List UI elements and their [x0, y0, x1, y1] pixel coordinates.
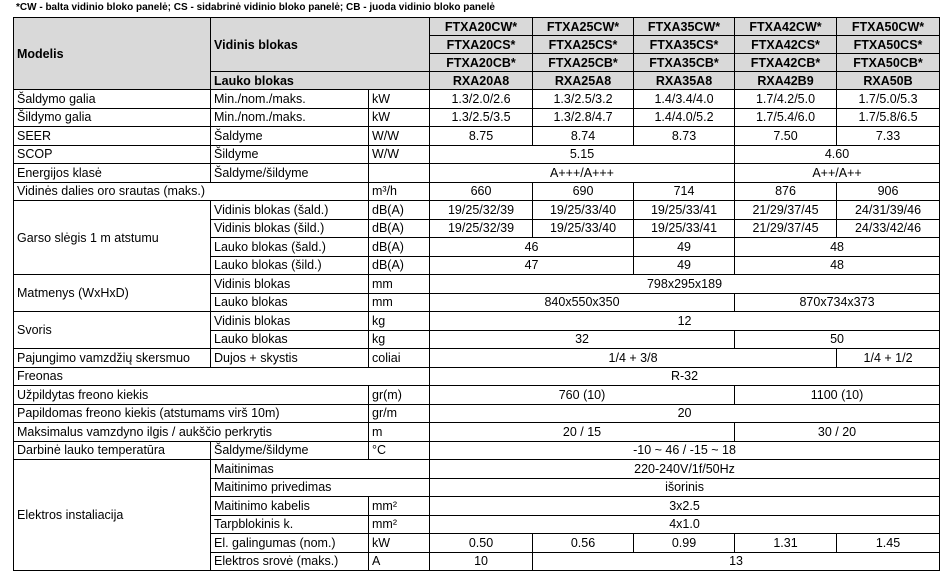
value-cell: 19/25/33/41 [634, 219, 735, 238]
model-cb-cell: FTXA35CB* [634, 54, 735, 72]
row-unit: kW [369, 108, 430, 127]
value-cell: 12 [430, 312, 940, 331]
row-label: Svoris [14, 312, 211, 349]
value-cell: 1.3/2.8/4.7 [533, 108, 634, 127]
outdoor-model-cell: RXA42B9 [735, 72, 837, 90]
row-label: Energijos klasė [14, 164, 211, 183]
row-label: Papildomas freono kiekis (atstumams virš 10m) [14, 404, 369, 423]
value-cell: 20 / 15 [430, 423, 735, 442]
value-cell: 798x295x189 [430, 275, 940, 294]
row-unit: mm² [369, 497, 430, 516]
value-cell: 19/25/33/40 [533, 201, 634, 220]
row-sublabel: Lauko blokas (šald.) [211, 238, 369, 257]
model-cs-cell: FTXA20CS* [430, 36, 533, 54]
row-airflow [14, 182, 940, 201]
row-unit: kg [369, 330, 430, 349]
value-cell: A++/A++ [735, 164, 940, 183]
value-cell: 21/29/37/45 [735, 219, 837, 238]
value-cell: 46 [430, 238, 634, 257]
panel-color-note: *CW - balta vidinio bloko panelė; CS - sidabrinė vidinio bloko panelė; CB - juoda vidinio bloko panelė [16, 2, 495, 13]
value-cell: 8.75 [430, 127, 533, 146]
row-unit: dB(A) [369, 238, 430, 257]
value-cell: 1100 (10) [735, 386, 940, 405]
indoor-unit-label: Vidinis blokas [211, 18, 430, 72]
model-label: Modelis [14, 18, 211, 90]
row-unit: kW [369, 534, 430, 553]
row-label: Matmenys (WxHxD) [14, 275, 211, 312]
value-cell: 876 [735, 182, 837, 201]
row-unit: coliai [369, 349, 430, 368]
row-noise-indoor-cool [14, 201, 940, 220]
value-cell: 220-240V/1f/50Hz [430, 460, 940, 479]
row-additional-charge [14, 404, 940, 423]
row-cooling-capacity [14, 90, 940, 109]
value-cell: 1/4 + 1/2 [837, 349, 940, 368]
row-sublabel: Min./nom./maks. [211, 90, 369, 109]
value-cell: -10 ~ 46 / -15 ~ 18 [430, 441, 940, 460]
spec-table [13, 17, 940, 571]
row-max-pipe-length [14, 423, 940, 442]
row-label: Garso slėgis 1 m atstumu [14, 201, 211, 275]
value-cell: 7.50 [735, 127, 837, 146]
row-sublabel: Tarpblokinis k. [211, 515, 369, 534]
value-cell: 19/25/32/39 [430, 201, 533, 220]
value-cell: 24/33/42/46 [837, 219, 940, 238]
row-sublabel: Šaldyme [211, 127, 369, 146]
row-unit: gr(m) [369, 386, 430, 405]
model-cs-cell: FTXA35CS* [634, 36, 735, 54]
row-sublabel: Šaldyme/šildyme [211, 441, 369, 460]
model-cs-cell: FTXA42CS* [735, 36, 837, 54]
value-cell: išorinis [430, 478, 940, 497]
row-unit: mm² [369, 515, 430, 534]
model-cb-cell: FTXA50CB* [837, 54, 940, 72]
row-refrigerant-charge [14, 386, 940, 405]
row-sublabel: Maitinimas [211, 460, 430, 479]
value-cell: 1.7/5.4/6.0 [735, 108, 837, 127]
model-cw-cell: FTXA25CW* [533, 18, 634, 36]
row-unit: dB(A) [369, 256, 430, 275]
row-sublabel: Šaldyme/šildyme [211, 164, 369, 183]
value-cell: 19/25/33/40 [533, 219, 634, 238]
row-seer [14, 127, 940, 146]
value-cell: 5.15 [430, 145, 735, 164]
value-cell: 48 [735, 238, 940, 257]
row-unit: A [369, 552, 430, 571]
value-cell: 1.31 [735, 534, 837, 553]
row-scop [14, 145, 940, 164]
row-operating-temp [14, 441, 940, 460]
row-unit: mm [369, 275, 430, 294]
row-sublabel: Elektros srovė (maks.) [211, 552, 369, 571]
value-cell: R-32 [430, 367, 940, 386]
model-cw-cell: FTXA20CW* [430, 18, 533, 36]
row-sublabel: Vidinis blokas (šald.) [211, 201, 369, 220]
row-power-supply [14, 460, 940, 479]
value-cell: 1.7/5.8/6.5 [837, 108, 940, 127]
value-cell: 4x1.0 [430, 515, 940, 534]
value-cell: 3x2.5 [430, 497, 940, 516]
row-sublabel: Lauko blokas [211, 330, 369, 349]
value-cell: 714 [634, 182, 735, 201]
row-unit: dB(A) [369, 201, 430, 220]
value-cell: 8.74 [533, 127, 634, 146]
value-cell: 21/29/37/45 [735, 201, 837, 220]
row-label: Elektros instaliacija [14, 460, 211, 571]
row-label: Šaldymo galia [14, 90, 211, 109]
row-label: Freonas [14, 367, 430, 386]
row-heating-capacity [14, 108, 940, 127]
row-unit: W/W [369, 127, 430, 146]
row-unit: °C [369, 441, 430, 460]
value-cell: 660 [430, 182, 533, 201]
row-unit: mm [369, 293, 430, 312]
value-cell: 1.3/2.5/3.5 [430, 108, 533, 127]
value-cell: 906 [837, 182, 940, 201]
value-cell: 1.3/2.0/2.6 [430, 90, 533, 109]
value-cell: 7.33 [837, 127, 940, 146]
outdoor-model-cell: RXA25A8 [533, 72, 634, 90]
value-cell: 760 (10) [430, 386, 735, 405]
value-cell: 4.60 [735, 145, 940, 164]
value-cell: 47 [430, 256, 634, 275]
value-cell: 50 [735, 330, 940, 349]
model-cb-cell: FTXA20CB* [430, 54, 533, 72]
row-label: Užpildytas freono kiekis [14, 386, 369, 405]
row-sublabel: Lauko blokas [211, 293, 369, 312]
outdoor-model-cell: RXA50B [837, 72, 940, 90]
row-sublabel: Maitinimo privedimas [211, 478, 430, 497]
value-cell: 8.73 [634, 127, 735, 146]
value-cell: 48 [735, 256, 940, 275]
row-unit: dB(A) [369, 219, 430, 238]
model-cs-cell: FTXA25CS* [533, 36, 634, 54]
value-cell: 1/4 + 3/8 [430, 349, 837, 368]
value-cell: 1.4/4.0/5.2 [634, 108, 735, 127]
value-cell: 0.99 [634, 534, 735, 553]
row-label: Vidinės dalies oro srautas (maks.) [14, 182, 369, 201]
row-label: Maksimalus vamzdyno ilgis / aukščio perkrytis [14, 423, 369, 442]
outdoor-model-cell: RXA35A8 [634, 72, 735, 90]
value-cell: 870x734x373 [735, 293, 940, 312]
value-cell: 24/31/39/46 [837, 201, 940, 220]
row-sublabel: Lauko blokas (šild.) [211, 256, 369, 275]
row-unit [369, 164, 430, 183]
row-label: Šildymo galia [14, 108, 211, 127]
value-cell: 49 [634, 238, 735, 257]
row-sublabel: Min./nom./maks. [211, 108, 369, 127]
row-energy-class [14, 164, 940, 183]
value-cell: 19/25/32/39 [430, 219, 533, 238]
row-unit: W/W [369, 145, 430, 164]
row-sublabel: Vidinis blokas [211, 312, 369, 331]
model-cw-cell: FTXA50CW* [837, 18, 940, 36]
row-label: Darbinė lauko temperatūra [14, 441, 211, 460]
value-cell: 49 [634, 256, 735, 275]
model-cw-cell: FTXA35CW* [634, 18, 735, 36]
row-weight-indoor [14, 312, 940, 331]
value-cell: 1.4/3.4/4.0 [634, 90, 735, 109]
model-cb-cell: FTXA42CB* [735, 54, 837, 72]
model-cs-cell: FTXA50CS* [837, 36, 940, 54]
value-cell: 1.45 [837, 534, 940, 553]
outdoor-model-cell: RXA20A8 [430, 72, 533, 90]
row-sublabel: Šildyme [211, 145, 369, 164]
row-unit: kW [369, 90, 430, 109]
model-cw-cell: FTXA42CW* [735, 18, 837, 36]
row-unit: gr/m [369, 404, 430, 423]
value-cell: 19/25/33/41 [634, 201, 735, 220]
row-label: SEER [14, 127, 211, 146]
value-cell: 1.7/4.2/5.0 [735, 90, 837, 109]
row-label: Pajungimo vamzdžių skersmuo [14, 349, 211, 368]
row-sublabel: Vidinis blokas (šild.) [211, 219, 369, 238]
value-cell: 30 / 20 [735, 423, 940, 442]
row-sublabel: El. galingumas (nom.) [211, 534, 369, 553]
value-cell: A+++/A+++ [430, 164, 735, 183]
row-label: SCOP [14, 145, 211, 164]
row-sublabel: Dujos + skystis [211, 349, 369, 368]
model-cb-cell: FTXA25CB* [533, 54, 634, 72]
header-row-cw [14, 18, 940, 36]
value-cell: 13 [533, 552, 940, 571]
value-cell: 1.7/5.0/5.3 [837, 90, 940, 109]
row-dims-indoor [14, 275, 940, 294]
row-unit: m [369, 423, 430, 442]
row-sublabel: Maitinimo kabelis [211, 497, 369, 516]
value-cell: 840x550x350 [430, 293, 735, 312]
outdoor-unit-label: Lauko blokas [211, 72, 430, 90]
value-cell: 0.50 [430, 534, 533, 553]
row-unit: kg [369, 312, 430, 331]
row-unit: m³/h [369, 182, 430, 201]
value-cell: 0.56 [533, 534, 634, 553]
value-cell: 10 [430, 552, 533, 571]
row-sublabel: Vidinis blokas [211, 275, 369, 294]
value-cell: 1.3/2.5/3.2 [533, 90, 634, 109]
row-refrigerant [14, 367, 940, 386]
row-pipe-diameter [14, 349, 940, 368]
value-cell: 32 [430, 330, 735, 349]
value-cell: 20 [430, 404, 940, 423]
value-cell: 690 [533, 182, 634, 201]
